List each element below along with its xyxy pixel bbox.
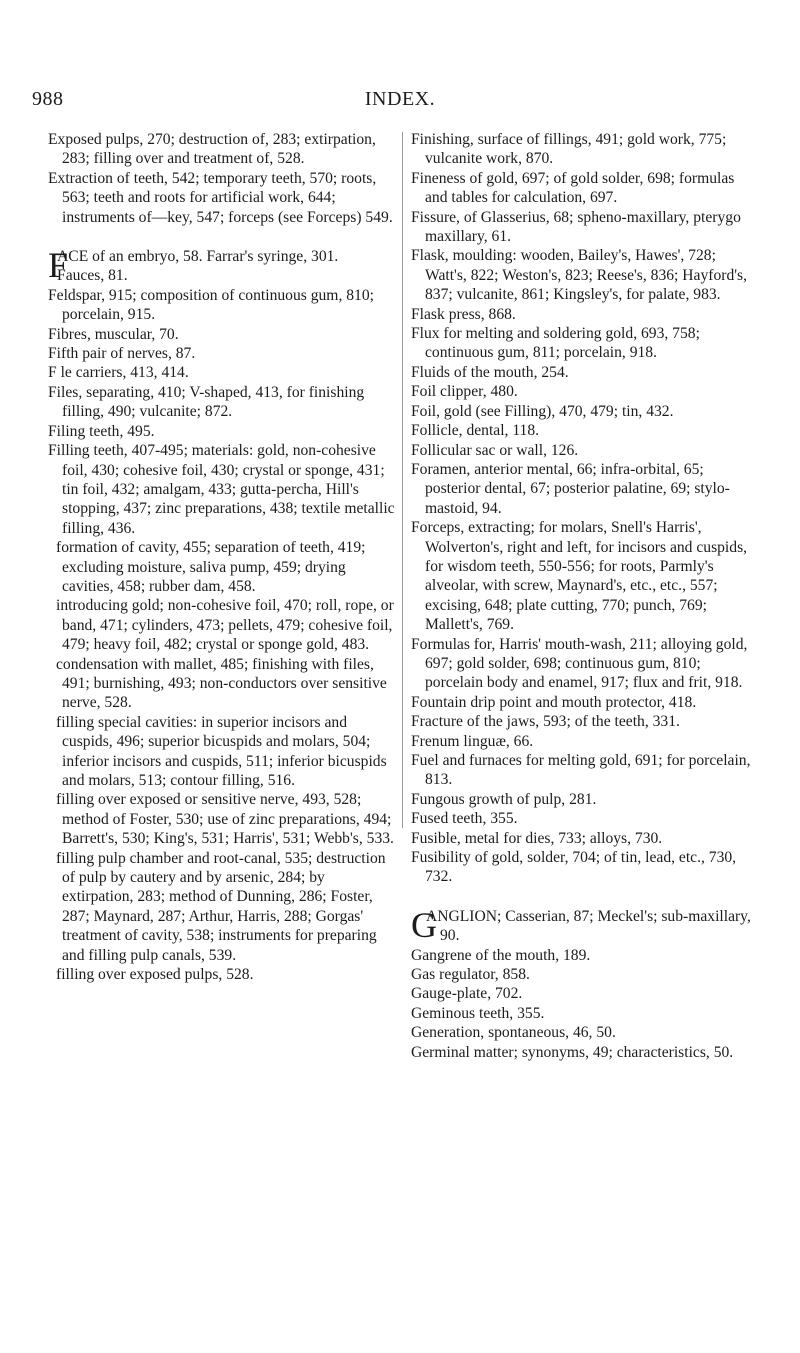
index-entry — [411, 169, 759, 208]
index-entry-text: Fluids of the mouth, 254. — [411, 363, 569, 381]
index-entry — [48, 363, 396, 382]
index-entry — [411, 246, 759, 304]
index-entry-text: Fuel and furnaces for melting gold, 691; for porcelain, 813. — [411, 752, 751, 789]
index-entry-text: Feldspar, 915; composition of continuous gum, 810; porcelain, 915. — [48, 286, 374, 324]
index-entry-text: Fused teeth, 355. — [411, 810, 518, 828]
index-entry — [411, 965, 759, 984]
index-entry — [411, 712, 759, 731]
index-entry-text: Foil clipper, 480. — [411, 383, 518, 401]
index-entry-text: Generation, spontaneous, 46, 50. — [411, 1024, 616, 1042]
index-entry — [411, 1004, 759, 1023]
index-entry-text: Filling teeth, 407-495; materials: gold, non-cohesive foil, 430; cohesive foil, 430; crystal or sponge, 431; tin foil, 432; amalgam, 433; gutta-percha, Hill's stopping, 437; zinc preparations, 438; textile metallic filling, 436. — [48, 442, 395, 537]
index-entry — [411, 402, 759, 421]
index-entry — [411, 324, 759, 363]
index-entry — [48, 422, 396, 441]
drop-cap-letter: F — [48, 245, 69, 286]
index-entry — [411, 460, 759, 518]
index-entry — [411, 1023, 759, 1042]
index-entry-text: Geminous teeth, 355. — [411, 1004, 545, 1022]
page-title: INDEX. — [364, 88, 436, 110]
index-entry-text: Fracture of the jaws, 593; of the teeth, 331. — [411, 713, 680, 731]
index-entry-text: introducing gold; non-cohesive foil, 470; roll, rope, or band, 471; cylinders, 473; pellets, 479; cohesive foil, 479; heavy foil, 482; crystal or sponge gold, 483. — [56, 597, 394, 654]
index-entry — [411, 946, 759, 965]
index-entry — [411, 305, 759, 324]
index-entry-text: Frenum linguæ, 66. — [411, 732, 534, 750]
index-entry-text: Gauge-plate, 702. — [411, 985, 523, 1003]
index-entry-text: Fungous growth of pulp, 281. — [411, 790, 597, 808]
index-entry — [411, 693, 759, 712]
index-entry — [411, 848, 759, 887]
index-entry — [411, 518, 759, 634]
index-entry — [48, 130, 396, 169]
index-entry-text: Flask, moulding: wooden, Bailey's, Hawes', 728; Watt's, 822; Weston's, 823; Reese's, 836; Hayford's, 837; vulcanite, 861; Kingsley's, for palate, 983. — [411, 247, 748, 304]
index-entry — [48, 596, 396, 654]
index-entry-text: Fusible, metal for dies, 733; alloys, 730. — [411, 829, 663, 847]
index-column-left — [48, 130, 396, 984]
index-entry-text: Forceps, extracting; for molars, Snell's Harris', Wolverton's, right and left, for incisors and cuspids, for wisdom teeth, 550-556; for roots, Parmly's alveolar, with screw, Maynard's, etc., etc., 557; excising, 648; plate cutting, 770; punch, 769; Mallett's, 769. — [411, 519, 748, 634]
index-entry-text: Follicular sac or wall, 126. — [411, 441, 579, 459]
index-entry-text: Formulas for, Harris' mouth-wash, 211; alloying gold, 697; gold solder, 698; continuous gum, 810; porcelain body and enamel, 917; flux and frit, 918. — [411, 635, 748, 692]
index-entry-text: Finishing, surface of fillings, 491; gold work, 775; vulcanite work, 870. — [411, 131, 727, 168]
index-entry — [48, 538, 396, 596]
index-entry — [48, 655, 396, 713]
index-entry — [48, 325, 396, 344]
page-header — [32, 88, 768, 116]
index-entry-text: Filing teeth, 495. — [48, 422, 155, 440]
column-divider — [402, 132, 403, 828]
index-entry-text: condensation with mallet, 485; finishing with files, 491; burnishing, 493; non-conductors over sensitive nerve, 528. — [56, 655, 387, 712]
index-entry — [48, 849, 396, 965]
index-entry-text: Flask press, 868. — [411, 305, 516, 323]
index-entry — [48, 441, 396, 538]
index-entry — [411, 790, 759, 809]
index-column-right — [411, 130, 759, 1062]
index-entry — [411, 829, 759, 848]
index-entry-text: filling special cavities: in superior incisors and cuspids, 496; superior bicuspids and molars, 504; inferior incisors and cuspids, 511; inferior bicuspids and molars, 513; contour filling, 516. — [56, 713, 387, 789]
index-entry — [48, 713, 396, 791]
index-entry-text: Follicle, dental, 118. — [411, 422, 540, 440]
index-entry-text: Fineness of gold, 697; of gold solder, 698; formulas and tables for calculation, 697. — [411, 169, 735, 207]
index-entry — [48, 344, 396, 363]
index-entry-text: F le carriers, 413, 414. — [48, 364, 189, 382]
index-entry-text: Files, separating, 410; V-shaped, 413, for finishing filling, 490; vulcanite; 872. — [48, 383, 365, 421]
index-entry-text: filling pulp chamber and root-canal, 535; destruction of pulp by cautery and by arsenic, 284; by extirpation, 283; method of Dunning, 286; Foster, 287; Maynard, 287; Arthur, Harris, 288; Gorgas' treatment of cavity, 538; instruments for preparing and filling pulp canals, 539. — [56, 849, 386, 964]
index-entry-text: ANGLION; Casserian, 87; Meckel's; sub-maxillary, 90. — [426, 907, 751, 945]
index-entry — [48, 790, 396, 848]
index-entry-text: Fifth pair of nerves, 87. — [48, 345, 196, 363]
index-entry-text: Exposed pulps, 270; destruction of, 283; extirpation, 283; filling over and treatment of, 528. — [48, 131, 376, 168]
index-entry-text: Gas regulator, 858. — [411, 966, 530, 984]
index-entry-text: Extraction of teeth, 542; temporary teeth, 570; roots, 563; teeth and roots for artificial work, 644; instruments of—key, 547; forceps (see Forceps) 549. — [48, 169, 393, 226]
index-entry — [411, 984, 759, 1003]
index-entry — [411, 732, 759, 751]
index-entry-text: filling over exposed pulps, 528. — [56, 966, 254, 984]
index-entry-text: ACE of an embryo, 58. Farrar's syringe, 301. — [57, 248, 339, 266]
index-entry-text: Fissure, of Glasserius, 68; spheno-maxillary, pterygo maxillary, 61. — [411, 208, 741, 246]
index-entry-text: filling over exposed or sensitive nerve, 493, 528; method of Foster, 530; use of zinc preparations, 494; Barrett's, 530; King's, 531; Harris', 531; Webb's, 533. — [56, 791, 394, 848]
index-entry — [411, 130, 759, 169]
index-entry-text: Foil, gold (see Filling), 470, 479; tin, 432. — [411, 402, 674, 420]
index-entry — [411, 363, 759, 382]
index-entry-text: Fountain drip point and mouth protector, 418. — [411, 693, 697, 711]
page-number: 988 — [32, 88, 64, 110]
index-entry-text: Fibres, muscular, 70. — [48, 325, 179, 343]
index-entry — [411, 382, 759, 401]
drop-cap-letter: G — [411, 904, 437, 945]
index-entry-text: Gangrene of the mouth, 189. — [411, 946, 591, 964]
index-entry-text: Germinal matter; synonyms, 49; characteristics, 50. — [411, 1043, 734, 1061]
index-entry — [411, 421, 759, 440]
index-entry — [411, 208, 759, 247]
letter-section-start — [411, 904, 759, 946]
index-entry-text: Fauces, 81. — [57, 267, 128, 285]
index-entry — [411, 635, 759, 693]
index-entry — [411, 1043, 759, 1062]
index-entry — [411, 751, 759, 790]
index-entry — [48, 169, 396, 227]
index-entry — [48, 965, 396, 984]
index-entry — [411, 441, 759, 460]
index-entry-text: Fusibility of gold, solder, 704; of tin, lead, etc., 730, 732. — [411, 849, 737, 886]
index-entry — [48, 383, 396, 422]
index-entry — [48, 286, 396, 325]
index-entry — [411, 809, 759, 828]
index-entry-text: Foramen, anterior mental, 66; infra-orbital, 65; posterior dental, 67; posterior palatine, 69; stylo-mastoid, 94. — [411, 460, 730, 517]
index-entry-text: formation of cavity, 455; separation of teeth, 419; excluding moisture, saliva pump, 459; drying cavities, 458; rubber dam, 458. — [56, 539, 366, 595]
index-entry-text: Flux for melting and soldering gold, 693, 758; continuous gum, 811; porcelain, 918. — [411, 325, 700, 362]
index-entry — [48, 266, 396, 285]
